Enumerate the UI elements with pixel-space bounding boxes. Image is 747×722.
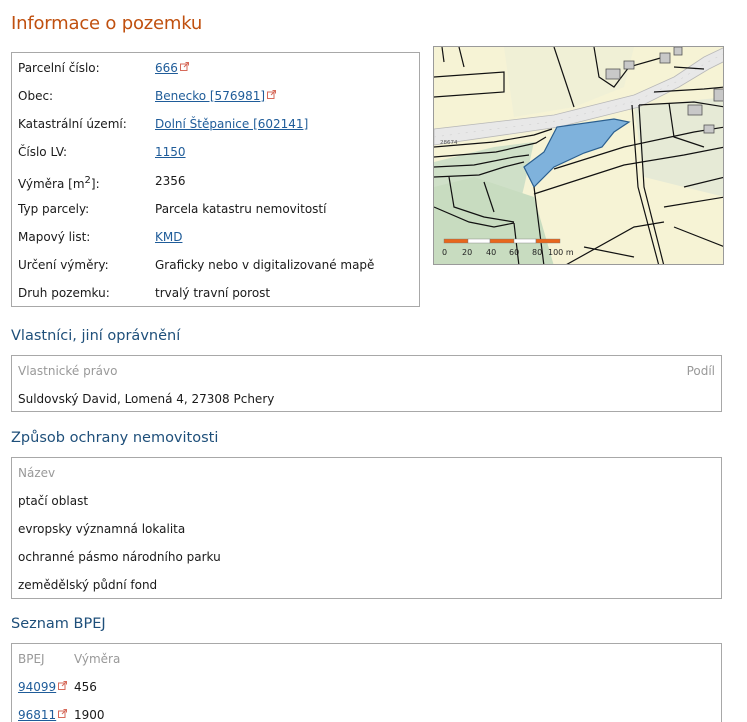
area-value: 2356 <box>155 174 186 188</box>
info-label: Katastrální území: <box>18 117 127 131</box>
protection-row: evropsky významná lokalita <box>18 522 186 536</box>
info-row-land-type <box>18 283 270 303</box>
bpej-row-area: 456 <box>74 680 97 694</box>
svg-text:0: 0 <box>442 248 448 257</box>
parcel-number-link[interactable]: 666 <box>155 61 178 75</box>
info-row-parcel-type <box>18 199 326 219</box>
svg-text:60: 60 <box>509 248 520 257</box>
protection-row: ptačí oblast <box>18 494 89 508</box>
land-type-value: trvalý travní porost <box>155 286 271 300</box>
protection-row: ochranné pásmo národního parku <box>18 550 221 564</box>
owners-section-title: Vlastníci, jiní oprávnění <box>11 328 181 344</box>
cadastral-area-link[interactable]: Dolní Štěpanice [602141] <box>155 117 309 131</box>
parcel-info-panel <box>11 52 420 307</box>
external-link-icon[interactable] <box>180 62 189 71</box>
svg-text:40: 40 <box>486 248 497 257</box>
info-row-cadastral-area <box>18 114 308 134</box>
bpej-section-title: Seznam BPEJ <box>11 616 106 632</box>
bpej-row-code <box>18 680 67 694</box>
info-label: Parcelní číslo: <box>18 61 100 75</box>
external-link-icon[interactable] <box>58 709 67 718</box>
svg-text:28674: 28674 <box>440 140 458 146</box>
info-label: Druh pozemku: <box>18 286 110 300</box>
info-label: Výměra $[m^2]$: <box>18 175 100 191</box>
bpej-row-area: 1900 <box>74 708 105 722</box>
bpej-row-code <box>18 708 67 722</box>
info-row-map-sheet <box>18 227 182 247</box>
area-determination-value: Graficky nebo v digitalizované mapě <box>155 258 375 272</box>
info-label: Určení výměry: <box>18 258 109 272</box>
info-row-lv-number <box>18 142 186 162</box>
info-row-municipality <box>18 86 276 106</box>
svg-text:100 m: 100 m <box>548 248 574 257</box>
owner-row-name: Suldovský David, Lomená 4, 27308 Pchery <box>18 392 275 406</box>
bpej-code-link[interactable]: 96811 <box>18 708 57 722</box>
info-label: Číslo LV: <box>18 145 68 159</box>
svg-text:20: 20 <box>462 248 473 257</box>
external-link-icon[interactable] <box>58 681 67 690</box>
bpej-table <box>11 643 722 722</box>
protection-table <box>11 457 722 599</box>
info-label: Typ parcely: <box>18 202 90 216</box>
owners-header-right: Vlastnické právo <box>18 364 118 378</box>
parcel-map[interactable] <box>433 46 724 265</box>
owners-header-share: Podíl <box>686 364 715 378</box>
external-link-icon[interactable] <box>267 90 276 99</box>
bpej-header-code: BPEJ <box>18 652 45 666</box>
info-label: Mapový list: <box>18 230 91 244</box>
municipality-link[interactable]: Benecko [576981] <box>155 89 266 103</box>
info-row-area-determination <box>18 255 374 275</box>
info-row-area <box>18 171 186 191</box>
info-row-parcel-number <box>18 58 189 78</box>
lv-number-link[interactable]: 1150 <box>155 145 186 159</box>
owners-table <box>11 355 722 412</box>
info-label: Obec: <box>18 89 54 103</box>
svg-text:80: 80 <box>532 248 543 257</box>
protection-header-name: Název <box>18 466 56 480</box>
protection-section-title: Způsob ochrany nemovitosti <box>11 430 219 446</box>
map-sheet-link[interactable]: KMD <box>155 230 183 244</box>
bpej-header-area: Výměra <box>74 652 121 666</box>
protection-row: zemědělský půdní fond <box>18 578 158 592</box>
bpej-code-link[interactable]: 94099 <box>18 680 57 694</box>
parcel-type-value: Parcela katastru nemovitostí <box>155 202 327 216</box>
page-title: Informace o pozemku <box>11 13 203 34</box>
